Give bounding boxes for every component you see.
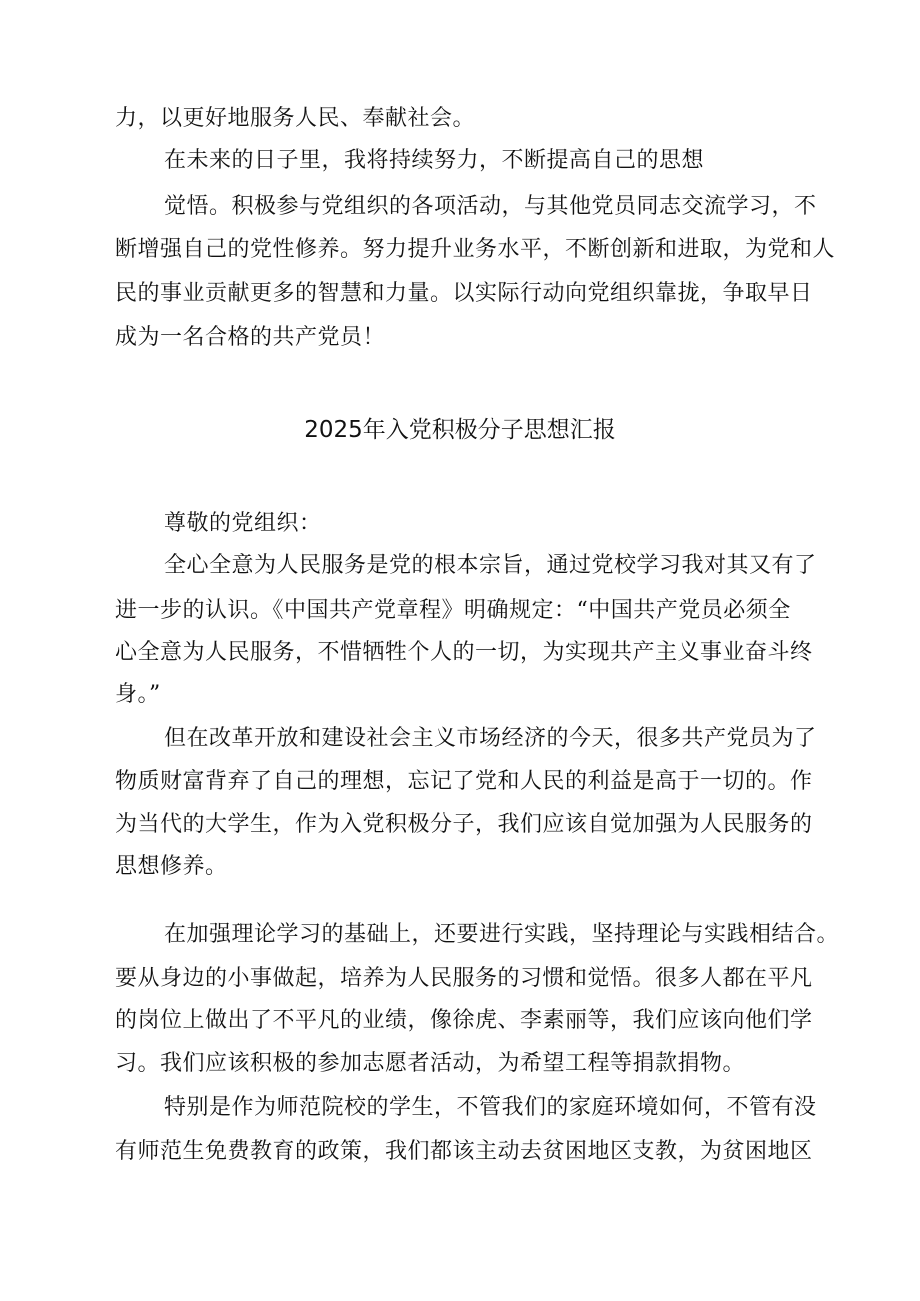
text-line: 有师范生免费教育的政策，我们都该主动去贫困地区支教，为贫困地区 [115,1139,813,1164]
text-line: 心全意为人民服务，不惜牺牲个人的一切，为实现共产主义事业奋斗终 [115,640,813,665]
salutation: 尊敬的党组织： [164,511,322,536]
text-line: 在未来的日子里，我将持续努力，不断提高自己的思想 [164,148,705,173]
text-line: 在加强理论学习的基础上，还要进行实践，坚持理论与实践相结合。 [164,922,840,947]
text-line: 民的事业贡献更多的智慧和力量。以实际行动向党组织靠拢，争取早日 [115,281,813,306]
text-line: 物质财富背弃了自己的理想，忘记了党和人民的利益是高于一切的。作 [115,769,813,794]
text-line: 为当代的大学生，作为入党积极分子，我们应该自觉加强为人民服务的 [115,812,813,837]
document-title: 2025年入党积极分子思想汇报 [304,417,616,443]
text-line: 力，以更好地服务人民、奉献社会。 [115,106,476,131]
text-line: 特别是作为师范院校的学生，不管我们的家庭环境如何，不管有没 [164,1095,817,1120]
text-line: 思想修养。 [115,854,228,879]
text-line: 觉悟。积极参与党组织的各项活动，与其他党员同志交流学习，不 [164,194,817,219]
text-line: 成为一名合格的共产党员！ [115,325,386,350]
text-line: 全心全意为人民服务是党的根本宗旨，通过党校学习我对其又有了 [164,553,817,578]
text-line: 身。” [115,682,161,707]
text-line: 要从身边的小事做起，培养为人民服务的习惯和觉悟。很多人都在平凡 [115,966,813,991]
text-line: 的岗位上做出了不平凡的业绩，像徐虎、李素丽等，我们应该向他们学 [115,1008,813,1033]
text-line: 进一步的认识。《中国共产党章程》明确规定：“中国共产党员必须全 [115,598,791,623]
text-line: 但在改革开放和建设社会主义市场经济的今天，很多共产党员为了 [164,726,817,751]
text-line: 习。我们应该积极的参加志愿者活动，为希望工程等捐款捐物。 [115,1051,746,1076]
text-line: 断增强自己的党性修养。努力提升业务水平，不断创新和进取，为党和人 [115,237,836,262]
